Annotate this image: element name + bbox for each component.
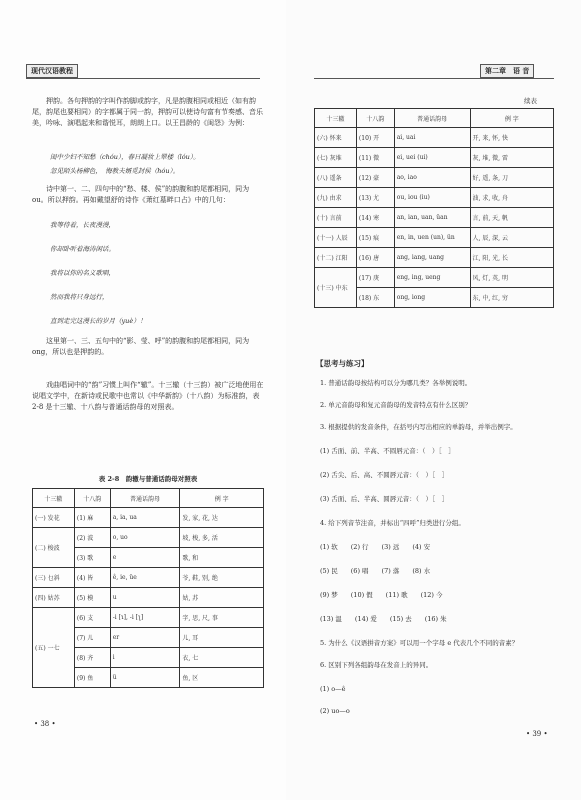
poem-line: 然而我将只身远行， [50, 293, 109, 301]
cell: (11) 微 [356, 148, 394, 168]
cell: (十三) 中东 [315, 268, 357, 308]
cell: (八) 遥条 [315, 168, 357, 188]
cell: ê, ie, üe [110, 568, 180, 588]
exercise-line: (3) 舌面、后、半高、圆唇元音：（ ）［ ］ [320, 495, 449, 503]
exercise-line: (2) uo—o [320, 707, 350, 715]
cell: 东, 中, 红, 穷 [470, 288, 553, 308]
table-row [315, 148, 554, 168]
table-row [315, 248, 554, 268]
cell: (一) 发花 [33, 508, 75, 528]
table-row [315, 168, 554, 188]
exercise-line: (5) 民 (6) 唱 (7) 落 (8) 水 [320, 567, 431, 575]
cell: (14) 寒 [356, 208, 394, 228]
cell: ei, uei (ui) [394, 148, 470, 168]
cell: 发, 家, 花, 达 [180, 508, 264, 528]
cell: (15) 痕 [356, 228, 394, 248]
cell: (七) 灰堆 [315, 148, 357, 168]
table-row [33, 588, 264, 608]
exercise-line: (1) 软 (2) 行 (3) 远 (4) 安 [320, 543, 431, 551]
cell: 姑, 苏 [180, 588, 264, 608]
cell: o, uo [110, 528, 180, 548]
cell: 开, 来, 怀, 快 [470, 128, 553, 148]
cell: 言, 前, 天, 帆 [470, 208, 553, 228]
cell: (6) 支 [74, 608, 110, 628]
left-page-header: 现代汉语教程 [26, 64, 78, 78]
table-row [33, 508, 264, 528]
column-header: 例 字 [470, 109, 553, 128]
cell: an, ian, uan, üan [394, 208, 470, 228]
poem-line: 我将以你的名义歌唱， [50, 269, 115, 277]
cell: ao, iao [394, 168, 470, 188]
cell: (三) 乜斜 [33, 568, 75, 588]
exercise-line: 3. 根据提供的发音条件，在括号内写出相应的单韵母，并举出例字。 [320, 423, 517, 431]
cell: 油, 求, 收, 舟 [470, 188, 553, 208]
cell: (7) 儿 [74, 628, 110, 648]
exercise-line: (2) 舌尖、后、高、不圆唇元音：（ ）［ ］ [320, 471, 449, 479]
table-row [315, 188, 554, 208]
cell: (九) 由求 [315, 188, 357, 208]
right-page [286, 0, 581, 800]
cell: ai, uai [394, 128, 470, 148]
rhyme-table-continued [314, 108, 554, 308]
table-row [33, 608, 264, 628]
exercise-line: 6. 区别下列各组韵母在发音上的异同。 [320, 661, 433, 669]
right-page-header: 第二章 语 音 [480, 64, 534, 78]
cell: (17) 庚 [356, 268, 394, 288]
cell: (1) 麻 [74, 508, 110, 528]
cell: 字, 思, 尺, 事 [180, 608, 264, 628]
page-number: • 38 • [34, 720, 56, 728]
section-title: 【思考与练习】 [316, 359, 369, 368]
cell: eng, ing, ueng [394, 268, 470, 288]
cell: e [110, 548, 180, 568]
cell: (13) 尤 [356, 188, 394, 208]
cell: a, ia, ua [110, 508, 180, 528]
cell: 儿, 耳 [180, 628, 264, 648]
cell: (十二) 江阳 [315, 248, 357, 268]
cell: (四) 姑苏 [33, 588, 75, 608]
cell: (4) 皆 [74, 568, 110, 588]
column-header: 普通话韵母 [110, 489, 180, 508]
paragraph: 押韵。各句押韵的字叫作韵脚或韵字，凡是韵腹相同或相近（如有韵尾，韵尾也要相同）的字都属于同一韵，押韵可以使诗句富有节奏感、音乐美，吟咏、演唱起来和谐悦耳，朗朗上口。以王昌龄的《闺怨》为例： [32, 97, 263, 127]
cell: (十) 言前 [315, 208, 357, 228]
table-row [315, 268, 554, 288]
cell: (六) 怀来 [315, 128, 357, 148]
poem-line: 闺中少妇不知愁（chóu），春日凝妆上翠楼（lóu）。 [50, 153, 200, 161]
cell: (5) 模 [74, 588, 110, 608]
cell: ü [110, 668, 180, 688]
cell: (2) 波 [74, 528, 110, 548]
table-header-row [33, 489, 264, 508]
cell: i [110, 648, 180, 668]
cell: (9) 鱼 [74, 668, 110, 688]
cell: (18) 东 [356, 288, 394, 308]
column-header: 十八韵 [356, 109, 394, 128]
cell: 风, 灯, 英, 明 [470, 268, 553, 288]
cell: 人, 辰, 深, 云 [470, 228, 553, 248]
table-row [33, 568, 264, 588]
cell: (8) 齐 [74, 648, 110, 668]
rhyme-table [32, 488, 264, 688]
poem-line: 直到走完这漫长的岁月（yuè）！ [50, 317, 147, 325]
poem-line: 你却卧听着海涛闲话。 [50, 245, 115, 253]
continued-label: 续表 [524, 97, 537, 105]
cell: 好, 遥, 条, 刀 [470, 168, 553, 188]
paragraph: 诗中第一、二、四句中的“愁、楼、侯”的韵腹和韵尾都相同，同为 ou。所以押韵。再如戴望舒的诗作《萧红墓畔口占》中的几句： [32, 185, 250, 204]
paragraph: 这里第一、三、五句中的“影、莹、呼”的韵腹和韵尾都相同，同为 ong，所以也是押韵的。 [32, 337, 250, 356]
cell: -i [ɿ], -i [ʅ] [110, 608, 180, 628]
cell: ang, iang, uang [394, 248, 470, 268]
table-row [315, 228, 554, 248]
cell: (二) 梭波 [33, 528, 75, 568]
header-rule [26, 78, 260, 79]
exercise-line: 1. 普通话韵母按结构可以分为哪几类？各举例说明。 [320, 379, 472, 387]
paragraph: 戏曲唱词中的“韵”习惯上叫作“辙”。十三辙（十三韵）被广泛地使用在说唱文学中，在新诗或民歌中也常以《中华新韵》（十八韵）为标准韵，表2-8 是十三辙、十八韵与普通话韵母的对照表。 [32, 381, 264, 411]
header-rule [314, 78, 554, 79]
cell: er [110, 628, 180, 648]
column-header: 十八韵 [74, 489, 110, 508]
exercise-line: (13) 温 (14) 爱 (15) 去 (16) 朱 [320, 615, 447, 623]
cell: 坡, 梭, 多, 活 [180, 528, 264, 548]
poem-line: 我等待着，长夜漫漫， [50, 221, 115, 229]
table-row [33, 528, 264, 548]
page-number: • 39 • [526, 730, 548, 738]
exercise-line: (1) o—ê [320, 685, 346, 693]
cell: ong, iong [394, 288, 470, 308]
table-row [315, 208, 554, 228]
cell: en, in, uen (un), ün [394, 228, 470, 248]
poem-line: 忽见陌头杨柳色， 悔教夫婿觅封侯（hóu）。 [50, 167, 180, 175]
cell: (五) 一七 [33, 608, 75, 688]
cell: (十一) 人辰 [315, 228, 357, 248]
cell: ou, iou (iu) [394, 188, 470, 208]
left-page [0, 0, 287, 800]
table-header-row [315, 109, 554, 128]
cell: 江, 阳, 光, 长 [470, 248, 553, 268]
cell: u [110, 588, 180, 608]
table-row [315, 128, 554, 148]
table-caption: 表 2-8 韵辙与普通话韵母对照表 [98, 475, 198, 483]
cell: 灰, 堆, 微, 雷 [470, 148, 553, 168]
cell: 歌, 和 [180, 548, 264, 568]
exercise-line: 5. 为什么《汉语拼音方案》可以用一个字母 e 代表几个不同的音素？ [320, 639, 519, 647]
exercise-line: 4. 给下列音节注音，并标出“四呼”归类进行分组。 [320, 519, 465, 527]
exercise-line: 2. 单元音韵母和复元音韵母的发音特点有什么区别？ [320, 401, 472, 409]
column-header: 普通话韵母 [394, 109, 470, 128]
column-header: 例 字 [180, 489, 264, 508]
cell: 爷, 鞋, 别, 绝 [180, 568, 264, 588]
cell: (10) 开 [356, 128, 394, 148]
cell: (3) 歌 [74, 548, 110, 568]
column-header: 十三辙 [315, 109, 357, 128]
exercise-line: (1) 舌面、前、半高、不圆唇元音：（ ）［ ］ [320, 447, 455, 455]
cell: (12) 豪 [356, 168, 394, 188]
cell: 衣, 七 [180, 648, 264, 668]
cell: (16) 唐 [356, 248, 394, 268]
column-header: 十三辙 [33, 489, 75, 508]
cell: 鱼, 区 [180, 668, 264, 688]
exercise-line: (9) 梦 (10) 假 (11) 歌 (12) 今 [320, 591, 443, 599]
